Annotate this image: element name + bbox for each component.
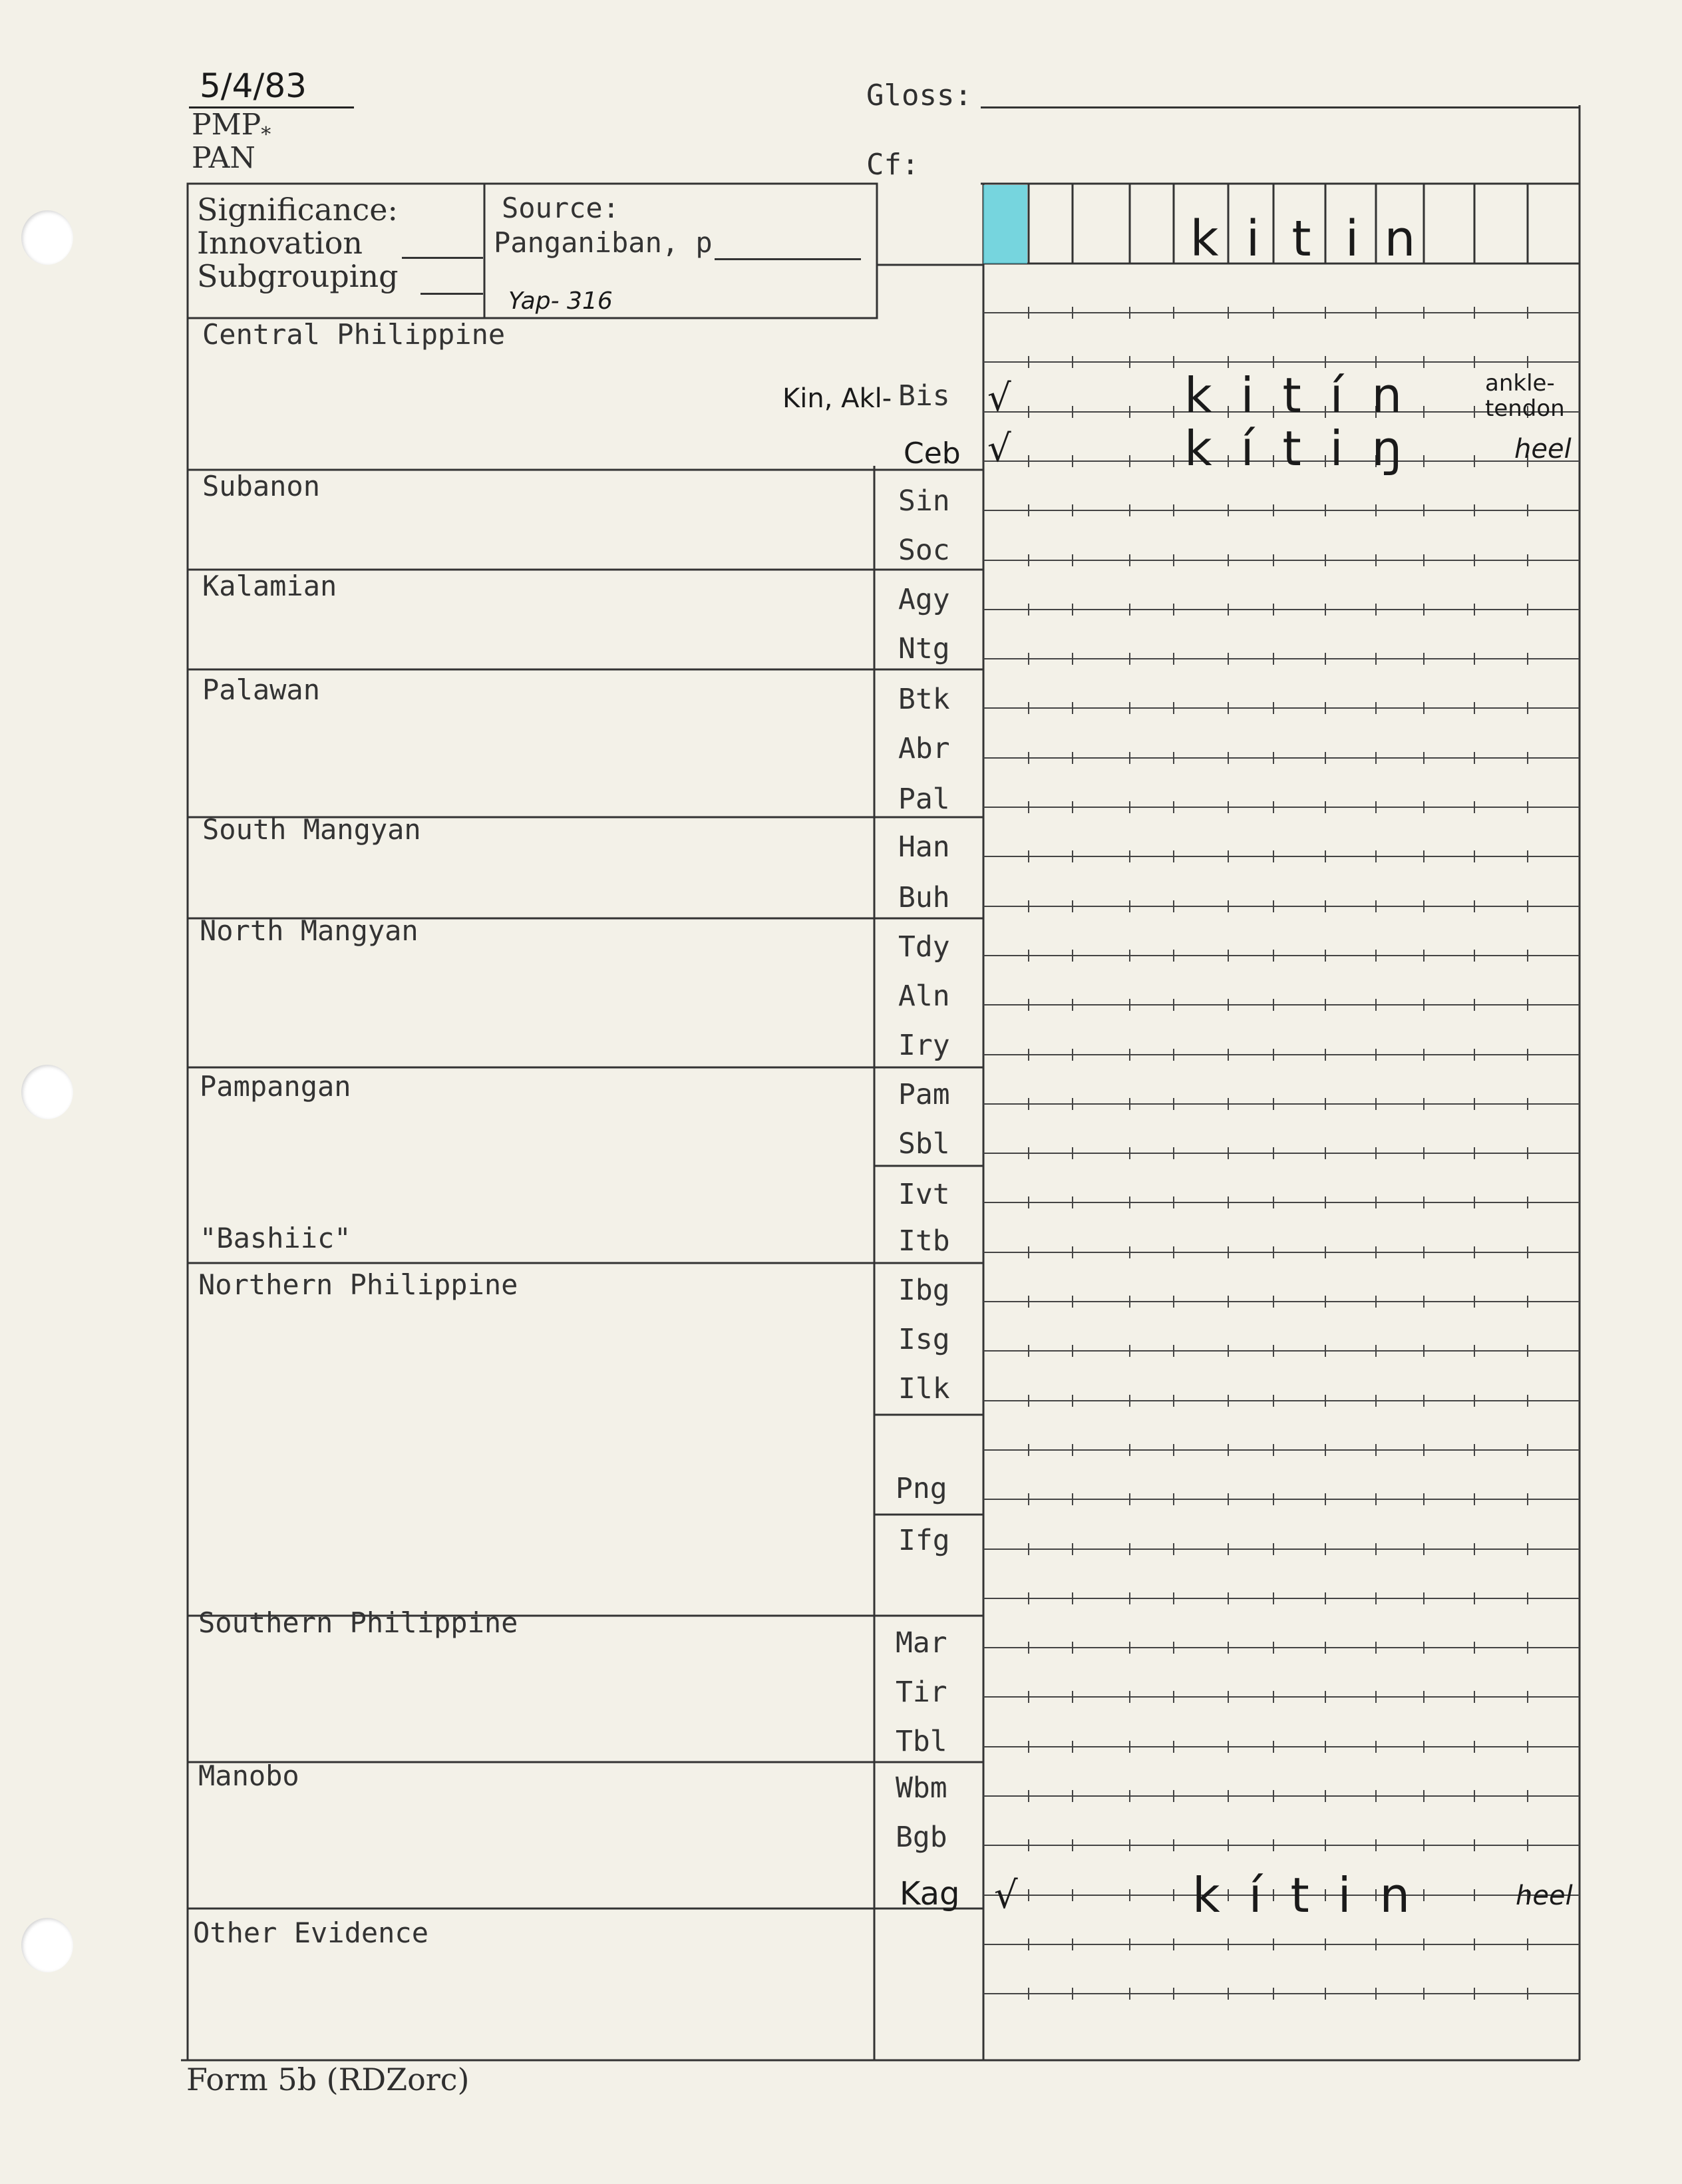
lang-ibg: Ibg bbox=[898, 1274, 950, 1307]
group-south-mangyan: South Mangyan bbox=[202, 813, 421, 846]
entry-letter: t bbox=[1291, 210, 1311, 268]
source-value: Panganiban, p bbox=[494, 226, 713, 259]
date-handwritten: 5/4/83 bbox=[200, 67, 307, 105]
bis-check: √ bbox=[987, 377, 1011, 420]
subgrouping-blank bbox=[420, 293, 483, 295]
group-north-mangyan: North Mangyan bbox=[200, 914, 419, 947]
kag-check: √ bbox=[994, 1874, 1018, 1917]
group-kalamian: Kalamian bbox=[202, 570, 337, 602]
entry-letter: k bbox=[1190, 210, 1219, 268]
lang-kag: Kag bbox=[900, 1875, 960, 1912]
ceb-gloss: heel bbox=[1514, 434, 1572, 464]
group-other-evidence: Other Evidence bbox=[193, 1916, 429, 1949]
innovation-label: Innovation bbox=[197, 225, 363, 261]
lang-buh: Buh bbox=[898, 881, 950, 914]
lang-btk: Btk bbox=[898, 683, 950, 716]
cf-label: Cf: bbox=[866, 148, 920, 182]
entry-letter: i bbox=[1246, 210, 1260, 268]
source-page-blank bbox=[715, 258, 861, 260]
lang-pal: Pal bbox=[898, 783, 950, 816]
group-central-philippine: Central Philippine bbox=[202, 318, 506, 351]
kag-gloss: heel bbox=[1516, 1881, 1573, 1911]
form-label: Form 5b (RDZorc) bbox=[186, 2062, 470, 2097]
group-northern-philippine: Northern Philippine bbox=[198, 1268, 518, 1301]
bis-gloss-line2: tendon bbox=[1485, 395, 1565, 422]
kag-reflex: k í t i n bbox=[1192, 1867, 1417, 1923]
lang-mar: Mar bbox=[896, 1626, 947, 1660]
entry-letter: n bbox=[1384, 210, 1416, 268]
lang-soc: Soc bbox=[898, 534, 950, 567]
ceb-check: √ bbox=[987, 427, 1011, 470]
bis-gloss-line1: ankle- bbox=[1485, 370, 1555, 397]
lang-sbl: Sbl bbox=[898, 1127, 950, 1161]
source-note-handwritten: Yap- 316 bbox=[508, 287, 613, 315]
lang-ilk: Ilk bbox=[898, 1372, 950, 1405]
lang-tir: Tir bbox=[896, 1676, 947, 1709]
lang-iry: Iry bbox=[898, 1029, 950, 1062]
lang-tbl: Tbl bbox=[896, 1725, 947, 1758]
lang-ivt: Ivt bbox=[898, 1178, 950, 1211]
lang-ifg: Ifg bbox=[898, 1524, 950, 1557]
group-pampangan: Pampangan bbox=[200, 1070, 351, 1103]
pmp-label: $PMP_*$ bbox=[192, 108, 271, 146]
lang-sin: Sin bbox=[898, 484, 950, 518]
lang-abr: Abr bbox=[898, 732, 950, 765]
lang-agy: Agy bbox=[898, 583, 950, 616]
gloss-label: Gloss: bbox=[866, 79, 972, 112]
lang-bgb: Bgb bbox=[896, 1821, 947, 1854]
lang-aln: Aln bbox=[898, 980, 950, 1013]
significance-title: Significance: bbox=[197, 192, 398, 228]
lang-ceb: Ceb bbox=[904, 437, 961, 470]
innovation-blank bbox=[402, 257, 483, 259]
group-southern-philippine: Southern Philippine bbox=[198, 1606, 518, 1639]
lang-itb: Itb bbox=[898, 1224, 950, 1258]
lang-tdy: Tdy bbox=[898, 930, 950, 964]
ceb-reflex: k í t i ŋ bbox=[1184, 421, 1409, 476]
lang-isg: Isg bbox=[898, 1323, 950, 1356]
lang-han: Han bbox=[898, 830, 950, 864]
entry-letter: i bbox=[1345, 210, 1359, 268]
entry-word bbox=[1178, 210, 1424, 268]
source-label: Source: bbox=[502, 192, 620, 224]
lang-wbm: Wbm bbox=[896, 1771, 947, 1805]
lang-pam: Pam bbox=[898, 1078, 950, 1111]
bis-prefix-handwritten: Kin, Akl- bbox=[782, 383, 892, 414]
group-subanon: Subanon bbox=[202, 470, 321, 502]
bis-reflex: k i t í n bbox=[1184, 367, 1409, 423]
group-manobo: Manobo bbox=[198, 1759, 299, 1792]
lang-bis: Bis bbox=[898, 379, 950, 413]
lang-ntg: Ntg bbox=[898, 632, 950, 665]
subgrouping-label: Subgrouping bbox=[197, 258, 399, 294]
pan-label: PAN bbox=[192, 141, 255, 175]
group-bashiic: "Bashiic" bbox=[200, 1222, 351, 1254]
group-palawan: Palawan bbox=[202, 673, 321, 706]
lang-png: Png bbox=[896, 1472, 947, 1505]
